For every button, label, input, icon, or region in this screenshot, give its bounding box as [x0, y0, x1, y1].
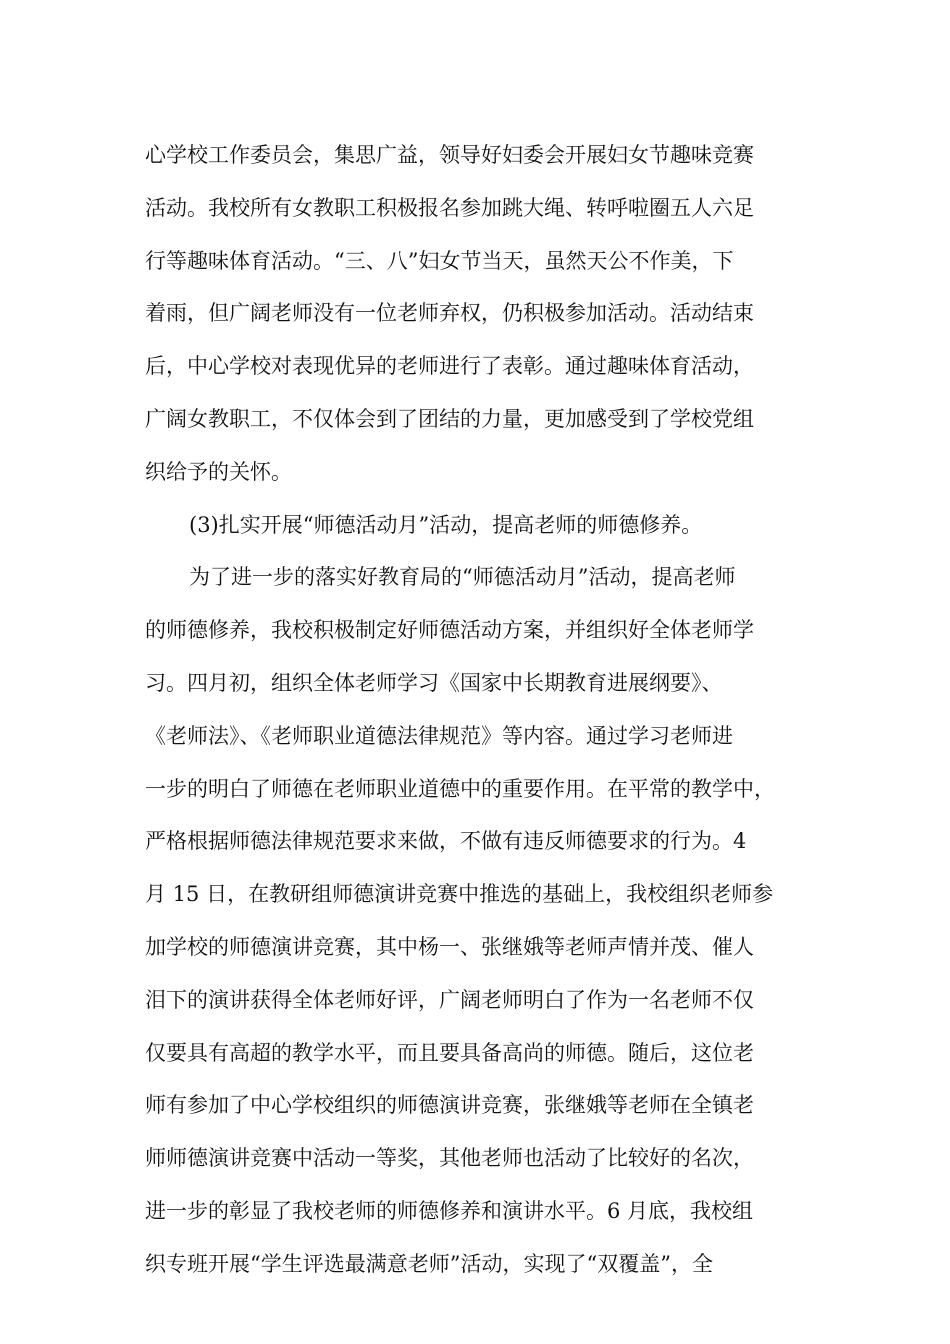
text-line: 仅要具有高超的教学水平，而且要具备高尚的师德。随后，这位老 — [145, 1040, 754, 1065]
body-text — [145, 129, 810, 1291]
text-line: 的师德修养，我校积极制定好师德活动方案，并组织好全体老师学 — [145, 618, 754, 643]
text-line: 月 15 日，在教研组师德演讲竞赛中推选的基础上，我校组织老师参 — [145, 882, 774, 907]
text-line: 加学校的师德演讲竞赛，其中杨一、张继娥等老师声情并茂、催人 — [145, 934, 754, 959]
text-line: 行等趣味体育活动。“三、八”妇女节当天，虽然天公不作美，下 — [145, 248, 734, 273]
text-line: 为了进一步的落实好教育局的“师德活动月”活动，提高老师 — [189, 565, 736, 590]
text-line: 织专班开展“学生评选最满意老师”活动，实现了“双覆盖”，全 — [145, 1251, 713, 1276]
text-line: 广阔女教职工，不仅体会到了团结的力量，更加感受到了学校党组 — [145, 406, 754, 431]
text-line: 活动。我校所有女教职工积极报名参加跳大绳、转呼啦圈五人六足 — [145, 195, 754, 220]
text-line: 心学校工作委员会，集思广益，领导好妇委会开展妇女节趣味竞赛 — [145, 143, 754, 167]
text-line: 泪下的演讲获得全体老师好评，广阔老师明白了作为一名老师不仅 — [145, 987, 754, 1012]
text-line: 一步的明白了师德在老师职业道德中的重要作用。在平常的教学中， — [145, 776, 775, 801]
text-line: 着雨，但广阔老师没有一位老师弃权，仍积极参加活动。活动结束 — [145, 301, 754, 326]
text-line: 师有参加了中心学校组织的师德演讲竞赛，张继娥等老师在全镇老 — [145, 1093, 754, 1118]
text-line: 习。四月初，组织全体老师学习《国家中长期教育进展纲要》、 — [145, 670, 723, 695]
text-line: 后，中心学校对表现优异的老师进行了表彰。通过趣味体育活动， — [145, 354, 754, 379]
section-heading: (3)扎实开展“师德活动月”活动，提高老师的师德修养。 — [189, 512, 703, 537]
text-line: 《老师法》、《老师职业道德法律规范》等内容。通过学习老师进 — [145, 723, 733, 748]
text-line: 严格根据师德法律规范要求来做，不做有违反师德要求的行为。4 — [145, 829, 747, 854]
text-line: 师师德演讲竞赛中活动一等奖，其他老师也活动了比较好的名次， — [145, 1146, 754, 1171]
text-line: 进一步的彰显了我校老师的师德修养和演讲水平。6 月底，我校组 — [145, 1198, 754, 1223]
text-line: 织给予的关怀。 — [145, 459, 292, 484]
